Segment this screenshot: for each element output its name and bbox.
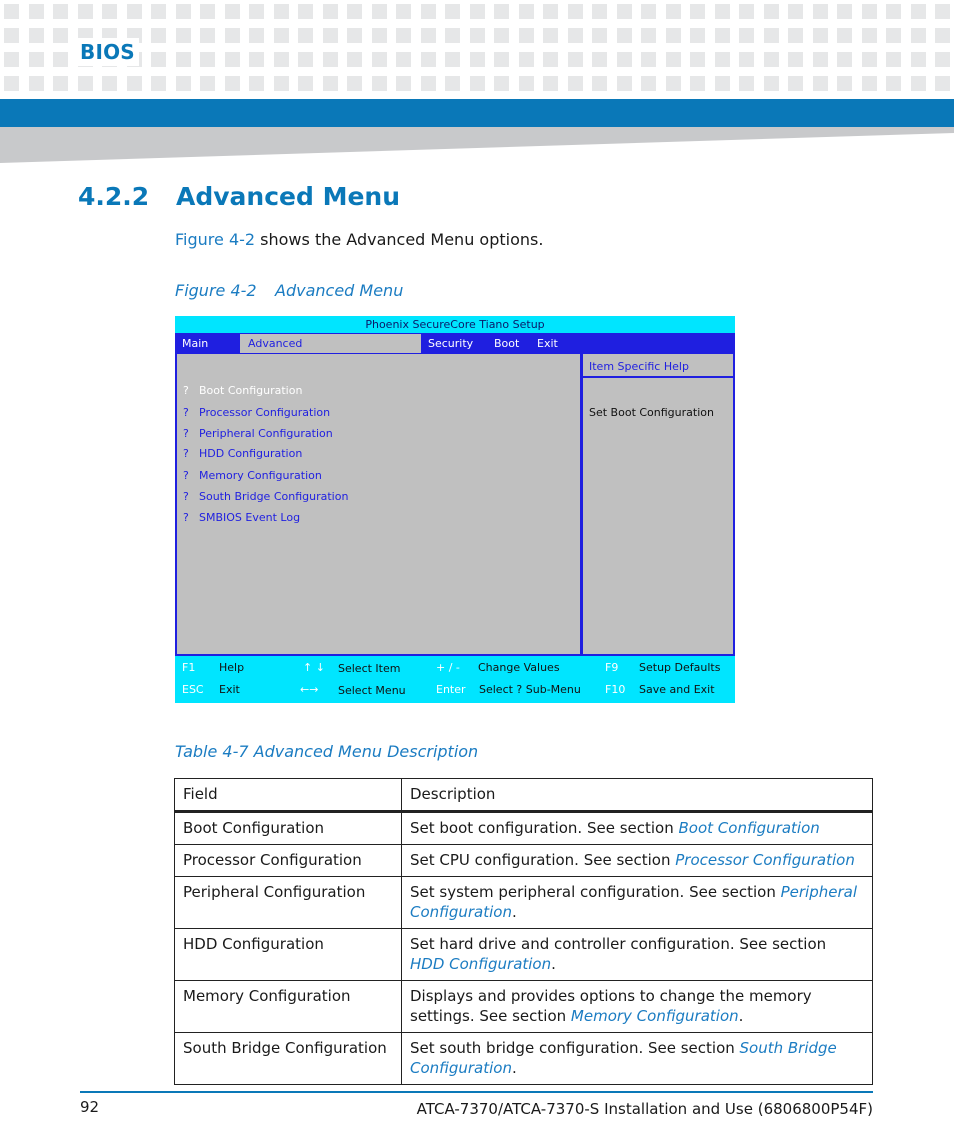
bios-item-processor-configuration[interactable] [183,406,330,419]
header-pattern-cell [543,76,558,91]
header-pattern-cell [543,52,558,67]
header-pattern-cell [690,76,705,91]
header-pattern-cell [739,76,754,91]
description-text: Displays and provides options to change the memory settings. See section [410,987,812,1025]
header-pattern-cell [53,4,68,19]
header-pattern-cell [837,76,852,91]
header-pattern-cell [347,76,362,91]
table-cell-description [402,981,873,1033]
header-pattern-cell [935,28,950,43]
header-pattern-cell [935,52,950,67]
table-row [175,981,873,1033]
header-pattern-cell [176,52,191,67]
header-pattern-cell [421,28,436,43]
page-number: 92 [80,1098,100,1116]
bios-item-marker: ? [183,447,189,460]
header-pattern-cell [886,76,901,91]
header-pattern-cell [372,4,387,19]
key-esc-action: Exit [219,683,240,696]
header-pattern-cell [274,28,289,43]
header-pattern-cell [53,76,68,91]
intro-text: shows the Advanced Menu options. [255,230,544,249]
header-pattern-cell [372,76,387,91]
header-pattern-cell [151,4,166,19]
description-end: . [511,903,517,921]
key-up-down-action: Select Item [338,662,401,675]
header-pattern-cell [788,76,803,91]
header-pattern-cell [739,4,754,19]
key-f10: F10 [605,683,626,696]
header-pattern-cell [151,52,166,67]
header-pattern-cell [764,28,779,43]
header-pattern-cell [666,52,681,67]
header-pattern-cell [568,4,583,19]
bios-menu-security[interactable]: Security [428,337,474,350]
header-pattern-cell [274,4,289,19]
bios-item-label: South Bridge Configuration [199,490,349,503]
bios-item-south-bridge-configuration[interactable] [183,490,348,503]
header-pattern-cell [274,76,289,91]
section-heading [78,182,400,211]
header-pattern-cell [151,28,166,43]
header-pattern-cell [347,28,362,43]
table-cell-field: Memory Configuration [175,981,402,1033]
section-link[interactable]: HDD Configuration [410,955,552,973]
table-cell-field: HDD Configuration [175,929,402,981]
header-pattern-cell [813,4,828,19]
figure-label: Figure 4-2 [175,281,257,300]
bios-menu-main[interactable]: Main [182,337,209,350]
bios-menu-advanced-label: Advanced [248,337,303,350]
header-pattern-cell [4,52,19,67]
header-pattern-cell [813,52,828,67]
header-pattern-cell [543,28,558,43]
header-pattern-cell [102,4,117,19]
header-pattern-cell [249,52,264,67]
header-pattern-cell [421,76,436,91]
header-pattern-cell [911,4,926,19]
bios-menu-advanced[interactable] [240,334,421,353]
header-pattern-cell [323,28,338,43]
header-pattern-cell [396,4,411,19]
description-end: . [551,955,556,973]
description-text: Set boot configuration. See section [410,819,679,837]
bios-item-marker: ? [183,427,189,440]
header-pattern-cell [4,76,19,91]
bios-item-marker: ? [183,511,189,524]
header-pattern-cell [470,28,485,43]
header-pattern-cell [494,4,509,19]
header-pattern-cell [225,52,240,67]
header-pattern-cell [200,4,215,19]
key-esc: ESC [182,683,204,696]
header-pattern-cell [274,52,289,67]
header-pattern-cell [592,28,607,43]
header-pattern-cell [617,76,632,91]
header-pattern-cell [78,76,93,91]
header-pattern-cell [225,4,240,19]
header-pattern-cell [666,4,681,19]
table-row [175,1033,873,1085]
section-number: 4.2.2 [78,182,150,211]
header-pattern-cell [813,76,828,91]
header-pattern-cell [715,4,730,19]
description-end: . [511,1059,517,1077]
description-text: Set south bridge configuration. See section [410,1039,740,1057]
table-header-row [175,779,873,812]
header-pattern-cell [886,4,901,19]
header-pattern [4,4,954,96]
section-link[interactable]: Memory Configuration [570,1007,739,1025]
bios-help-text: Set Boot Configuration [589,406,714,419]
bios-title-bar: Phoenix SecureCore Tiano Setup [175,316,735,333]
figure-title: Advanced Menu [275,281,404,300]
header-pattern-cell [837,28,852,43]
section-link[interactable]: South Bridge Configuration [410,1039,837,1077]
header-pattern-cell [421,4,436,19]
bios-item-memory-configuration[interactable] [183,469,322,482]
header-pattern-cell [29,28,44,43]
table-row [175,929,873,981]
header-pattern-cell [911,28,926,43]
bios-screen [175,316,735,703]
header-pattern-cell [494,76,509,91]
header-pattern-cell [592,52,607,67]
header-background [0,0,954,96]
header-pattern-cell [249,28,264,43]
header-pattern-cell [935,4,950,19]
header-pattern-cell [323,52,338,67]
header-pattern-cell [641,4,656,19]
header-pattern-cell [470,76,485,91]
header-pattern-cell [666,28,681,43]
header-pattern-cell [445,4,460,19]
header-pattern-cell [372,28,387,43]
header-pattern-cell [445,76,460,91]
table-cell-field: Processor Configuration [175,845,402,877]
header-pattern-cell [911,76,926,91]
header-pattern-cell [445,28,460,43]
header-pattern-cell [617,4,632,19]
header-pattern-cell [935,76,950,91]
header-pattern-cell [298,52,313,67]
chapter-title: BIOS [76,38,139,66]
header-pattern-cell [347,52,362,67]
header-pattern-cell [715,28,730,43]
header-pattern-cell [862,52,877,67]
header-pattern-cell [372,52,387,67]
header-pattern-cell [200,76,215,91]
header-pattern-cell [568,76,583,91]
bios-item-hdd-configuration[interactable] [183,447,302,460]
header-pattern-cell [837,4,852,19]
key-f10-action: Save and Exit [639,683,715,696]
header-pattern-cell [519,52,534,67]
header-pattern-cell [176,4,191,19]
bios-item-label: Peripheral Configuration [199,427,333,440]
description-text: Set system peripheral configuration. See section [410,883,781,901]
header-pattern-cell [788,28,803,43]
header-pattern-cell [543,4,558,19]
header-pattern-cell [78,4,93,19]
header-pattern-cell [568,28,583,43]
table-cell-description [402,845,873,877]
header-pattern-cell [200,52,215,67]
header-pattern-cell [347,4,362,19]
header-pattern-cell [690,52,705,67]
header-pattern-cell [641,52,656,67]
header-pattern-cell [396,52,411,67]
footer-rule [80,1091,873,1093]
table-row [175,877,873,929]
description-text: Set hard drive and controller configuration. See section [410,935,827,953]
table-header-field: Field [175,779,402,812]
header-pattern-cell [127,76,142,91]
header-pattern-cell [813,28,828,43]
header-pattern-cell [151,76,166,91]
header-pattern-cell [837,52,852,67]
key-left-right-action: Select Menu [338,684,406,697]
header-pattern-cell [225,76,240,91]
header-pattern-cell [641,28,656,43]
table-cell-description [402,929,873,981]
header-band [0,99,954,127]
bios-help-title: Item Specific Help [583,356,733,378]
description-text: Set CPU configuration. See section [410,851,676,869]
header-pattern-cell [470,4,485,19]
bios-menu-exit[interactable]: Exit [537,337,558,350]
header-pattern-cell [4,4,19,19]
bios-item-label: SMBIOS Event Log [199,511,301,524]
bios-item-marker: ? [183,490,189,503]
header-pattern-cell [788,52,803,67]
key-enter: Enter [436,683,466,696]
header-pattern-cell [323,4,338,19]
table-cell-description [402,877,873,929]
header-pattern-cell [690,28,705,43]
key-up-down: ↑ ↓ [303,661,325,674]
header-wedge [0,127,954,163]
header-pattern-cell [666,76,681,91]
bios-item-marker: ? [183,384,189,397]
header-pattern-cell [862,4,877,19]
header-pattern-cell [29,76,44,91]
header-pattern-cell [249,4,264,19]
bios-item-peripheral-configuration[interactable] [183,427,333,440]
key-f9-action: Setup Defaults [639,661,721,674]
key-left-right: ←→ [300,683,319,696]
header-pattern-cell [739,28,754,43]
header-pattern-cell [715,52,730,67]
section-link[interactable]: Boot Configuration [678,819,820,837]
header-pattern-cell [592,76,607,91]
header-pattern-cell [396,76,411,91]
header-pattern-cell [127,4,142,19]
header-pattern-cell [176,76,191,91]
bios-item-label: Memory Configuration [199,469,322,482]
key-plus-minus: + / - [436,661,460,674]
header-pattern-cell [690,4,705,19]
header-pattern-cell [617,28,632,43]
table-cell-field: South Bridge Configuration [175,1033,402,1085]
header-pattern-cell [886,52,901,67]
bios-item-marker: ? [183,469,189,482]
header-pattern-cell [519,28,534,43]
header-pattern-cell [568,52,583,67]
bios-menu-boot[interactable]: Boot [494,337,520,350]
header-pattern-cell [470,52,485,67]
header-pattern-cell [715,76,730,91]
bios-main-panel [175,354,582,656]
bios-item-boot-configuration[interactable] [183,384,302,397]
key-f1: F1 [182,661,196,674]
header-pattern-cell [494,52,509,67]
bios-item-label: Processor Configuration [199,406,331,419]
header-pattern-cell [911,52,926,67]
table-header-description: Description [402,779,873,812]
header-pattern-cell [641,76,656,91]
header-pattern-cell [102,76,117,91]
section-link[interactable]: Peripheral Configuration [410,883,858,921]
figure-link[interactable]: Figure 4-2 [175,230,256,249]
table-row [175,845,873,877]
header-pattern-cell [862,28,877,43]
bios-item-label: HDD Configuration [199,447,303,460]
description-end: . [738,1007,744,1025]
bios-help-panel [581,354,735,656]
table-cell-description [402,1033,873,1085]
intro-paragraph [175,230,543,249]
key-f9: F9 [605,661,619,674]
table-cell-field: Boot Configuration [175,812,402,845]
key-plus-minus-action: Change Values [478,661,560,674]
table-row [175,812,873,845]
header-pattern-cell [592,4,607,19]
header-pattern-cell [421,52,436,67]
table-cell-description [402,812,873,845]
table-cell-field: Peripheral Configuration [175,877,402,929]
header-pattern-cell [53,52,68,67]
header-pattern-cell [176,28,191,43]
header-pattern-cell [862,76,877,91]
bios-item-smbios-event-log[interactable] [183,511,300,524]
header-pattern-cell [200,28,215,43]
bios-menu-bar [175,333,735,354]
header-pattern-cell [617,52,632,67]
header-pattern-cell [886,28,901,43]
key-f1-action: Help [219,661,245,674]
header-pattern-cell [29,4,44,19]
header-pattern-cell [29,52,44,67]
header-pattern-cell [788,4,803,19]
table-caption: Table 4-7 Advanced Menu Description [175,742,479,761]
header-pattern-cell [53,28,68,43]
header-pattern-cell [764,4,779,19]
header-pattern-cell [323,76,338,91]
header-pattern-cell [225,28,240,43]
header-pattern-cell [298,28,313,43]
bios-key-legend [175,656,735,703]
header-pattern-cell [519,76,534,91]
advanced-menu-table [174,778,873,1085]
header-pattern-cell [445,52,460,67]
header-pattern-cell [4,28,19,43]
bios-item-marker: ? [183,406,189,419]
header-pattern-cell [298,4,313,19]
header-pattern-cell [764,52,779,67]
header-pattern-cell [519,4,534,19]
header-pattern-cell [298,76,313,91]
key-enter-action: Select ? Sub-Menu [479,683,581,696]
figure-caption [175,281,403,300]
header-pattern-cell [764,76,779,91]
header-pattern-cell [494,28,509,43]
header-pattern-cell [249,76,264,91]
header-pattern-cell [396,28,411,43]
document-title: ATCA-7370/ATCA-7370-S Installation and Use (6806800P54F) [416,1100,873,1118]
bios-item-label: Boot Configuration [199,384,303,397]
section-link[interactable]: Processor Configuration [675,851,855,869]
header-pattern-cell [739,52,754,67]
section-title: Advanced Menu [176,182,401,211]
